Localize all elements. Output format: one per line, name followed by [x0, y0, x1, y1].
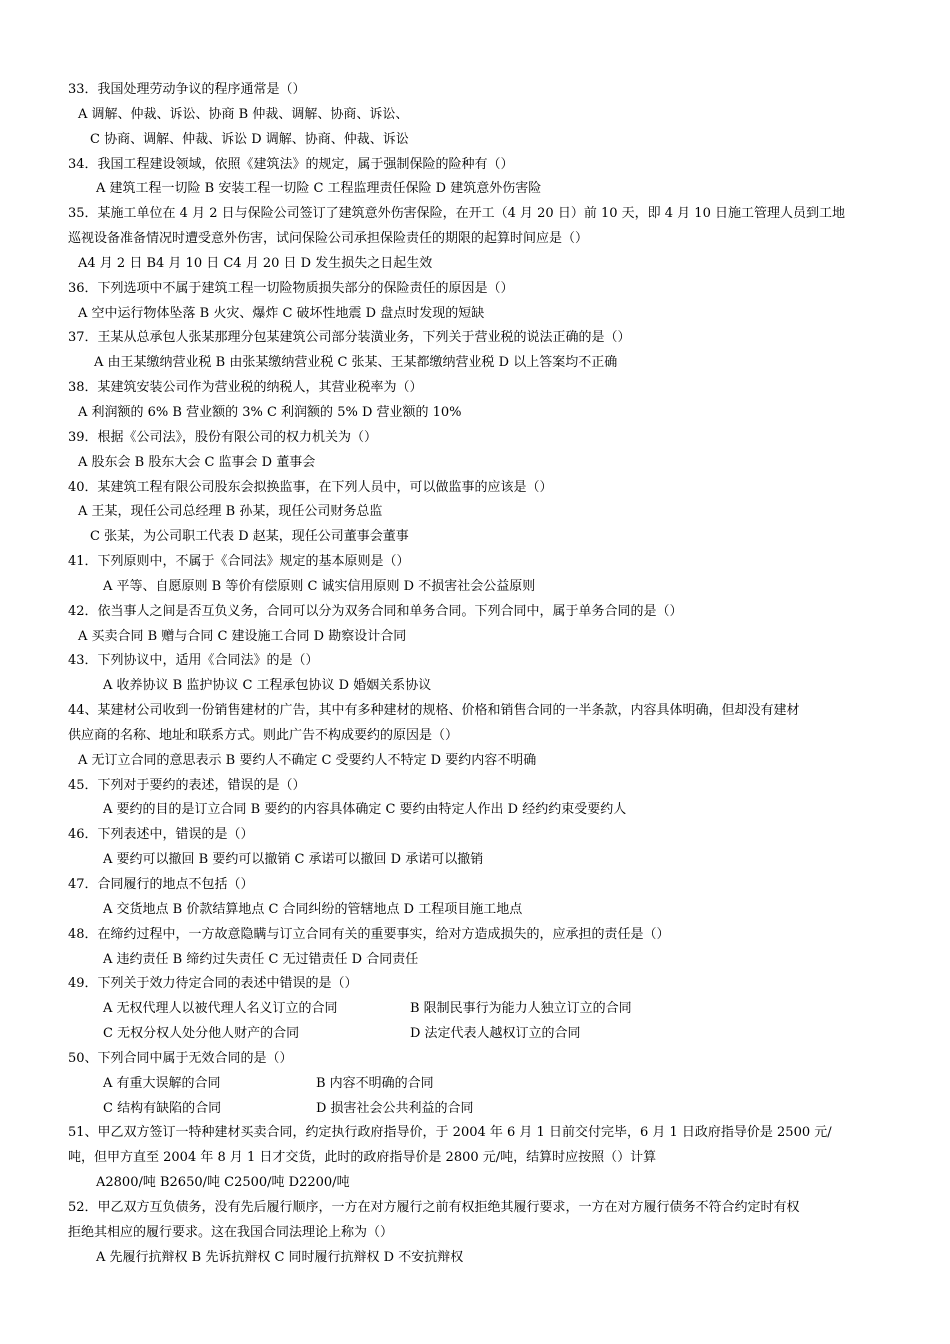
question-38: 38．某建筑安装公司作为营业税的纳税人，其营业税率为（） [68, 380, 423, 396]
option-50-a: A 有重大误解的合同 [103, 1075, 221, 1091]
question-36: 36．下列选项中不属于建筑工程一切险物质损失部分的保险责任的原因是（） [68, 280, 514, 296]
question-44-cont: 供应商的名称、地址和联系方式。则此广告不构成要约的原因是（） [68, 727, 459, 743]
question-35: 35．某施工单位在 4 月 2 日与保险公司签订了建筑意外伤害保险，在开工（4 月 20 日）前 10 天，即 4 月 10 日施工管理人员到工地 [68, 206, 845, 222]
question-35-cont: 巡视设备准备情况时遭受意外伤害，试问保险公司承担保险责任的期限的起算时间应是（） [68, 231, 589, 247]
question-33: 33．我国处理劳动争议的程序通常是（） [68, 82, 306, 97]
options-52: A 先履行抗辩权 B 先诉抗辩权 C 同时履行抗辩权 D 不安抗辩权 [96, 1249, 464, 1265]
question-50: 50、下列合同中属于无效合同的是（） [68, 1050, 293, 1066]
question-48: 48．在缔约过程中，一方故意隐瞒与订立合同有关的重要事实，给对方造成损失的，应承担的责任是（） [68, 926, 670, 942]
question-52-cont: 拒绝其相应的履行要求。这在我国合同法理论上称为（） [68, 1224, 394, 1240]
options-34: A 建筑工程一切险 B 安装工程一切险 C 工程监理责任保险 D 建筑意外伤害险 [96, 181, 542, 197]
option-50-c: C 结构有缺陷的合同 [103, 1100, 222, 1116]
question-46: 46．下列表述中，错误的是（） [68, 827, 254, 843]
question-51: 51、甲乙双方签订一特种建材买卖合同，约定执行政府指导价，于 2004 年 6 月 1 日前交付完毕，6 月 1 日政府指导价是 2500 元/ [68, 1125, 832, 1141]
options-33a: A 调解、仲裁、诉讼、协商 B 仲裁、调解、协商、诉讼、 [78, 106, 409, 122]
options-36: A 空中运行物体坠落 B 火灾、爆炸 C 破坏性地震 D 盘点时发现的短缺 [78, 305, 485, 321]
options-33b: C 协商、调解、仲裁、诉讼 D 调解、协商、仲裁、诉讼 [90, 131, 409, 147]
question-45: 45．下列对于要约的表述，错误的是（） [68, 777, 306, 793]
question-51-cont: 吨，但甲方直至 2004 年 8 月 1 日才交货，此时的政府指导价是 2800 元/吨，结算时应按照（）计算 [68, 1150, 657, 1166]
question-39: 39．根据《公司法》，股份有限公司的权力机关为（） [68, 429, 378, 445]
question-49: 49．下列关于效力待定合同的表述中错误的是（） [68, 976, 358, 992]
question-52: 52．甲乙双方互负债务，没有先后履行顺序，一方在对方履行之前有权拒绝其履行要求，一方在对方履行债务不符合约定时有权 [68, 1199, 800, 1215]
question-34: 34．我国工程建设领域，依照《建筑法》的规定，属于强制保险的险种有（） [68, 156, 514, 172]
option-50-b: B 内容不明确的合同 [316, 1075, 434, 1091]
options-49a [68, 997, 888, 1022]
option-49-d: D 法定代表人越权订立的合同 [410, 1026, 581, 1042]
option-49-c: C 无权分权人处分他人财产的合同 [103, 1026, 300, 1042]
question-37: 37．王某从总承包人张某那理分包某建筑公司部分装潢业务，下列关于营业税的说法正确的是（） [68, 330, 631, 346]
options-50b [68, 1097, 888, 1122]
options-51: A2800/吨 B2650/吨 C2500/吨 D2200/吨 [96, 1175, 350, 1191]
options-49b [68, 1022, 888, 1047]
option-49-b: B 限制民事行为能力人独立订立的合同 [410, 1001, 632, 1017]
question-47: 47．合同履行的地点不包括（） [68, 877, 254, 892]
options-37: A 由王某缴纳营业税 B 由张某缴纳营业税 C 张某、王某都缴纳营业税 D 以上答案均不正确 [94, 355, 618, 371]
options-50a [68, 1072, 888, 1097]
options-35: A4 月 2 日 B4 月 10 日 C4 月 20 日 D 发生损失之日起生效 [78, 255, 433, 271]
options-48: A 违约责任 B 缔约过失责任 C 无过错责任 D 合同责任 [103, 951, 419, 967]
options-44: A 无订立合同的意思表示 B 要约人不确定 C 受要约人不特定 D 要约内容不明确 [78, 752, 537, 768]
options-40a: A 王某，现任公司总经理 B 孙某，现任公司财务总监 [78, 504, 383, 520]
option-50-d: D 损害社会公共利益的合同 [316, 1100, 474, 1116]
options-40b: C 张某，为公司职工代表 D 赵某，现任公司董事会董事 [90, 529, 409, 545]
options-43: A 收养协议 B 监护协议 C 工程承包协议 D 婚姻关系协议 [103, 678, 432, 694]
options-38: A 利润额的 6% B 营业额的 3% C 利润额的 5% D 营业额的 10% [78, 404, 462, 420]
options-46: A 要约可以撤回 B 要约可以撤销 C 承诺可以撤回 D 承诺可以撤销 [103, 852, 484, 868]
option-49-a: A 无权代理人以被代理人名义订立的合同 [103, 1001, 338, 1017]
options-47: A 交货地点 B 价款结算地点 C 合同纠纷的管辖地点 D 工程项目施工地点 [103, 901, 523, 917]
question-44: 44、某建材公司收到一份销售建材的广告，其中有多种建材的规格、价格和销售合同的一半条款，内容具体明确，但却没有建材 [68, 703, 800, 719]
options-42: A 买卖合同 B 赠与合同 C 建设施工合同 D 勘察设计合同 [78, 628, 407, 644]
options-39: A 股东会 B 股东大会 C 监事会 D 董事会 [78, 454, 316, 470]
options-45: A 要约的目的是订立合同 B 要约的内容具体确定 C 要约由特定人作出 D 经约约束受要约人 [103, 802, 627, 818]
document-page [68, 78, 888, 1271]
question-41: 41．下列原则中，不属于《合同法》规定的基本原则是（） [68, 554, 410, 570]
question-40: 40．某建筑工程有限公司股东会拟换监事，在下列人员中，可以做监事的应该是（） [68, 479, 553, 495]
question-43: 43．下列协议中，适用《合同法》的是（） [68, 653, 319, 669]
question-42: 42．依当事人之间是否互负义务，合同可以分为双务合同和单务合同。下列合同中，属于单务合同的是（） [68, 603, 683, 619]
options-41: A 平等、自愿原则 B 等价有偿原则 C 诚实信用原则 D 不损害社会公益原则 [103, 578, 536, 594]
